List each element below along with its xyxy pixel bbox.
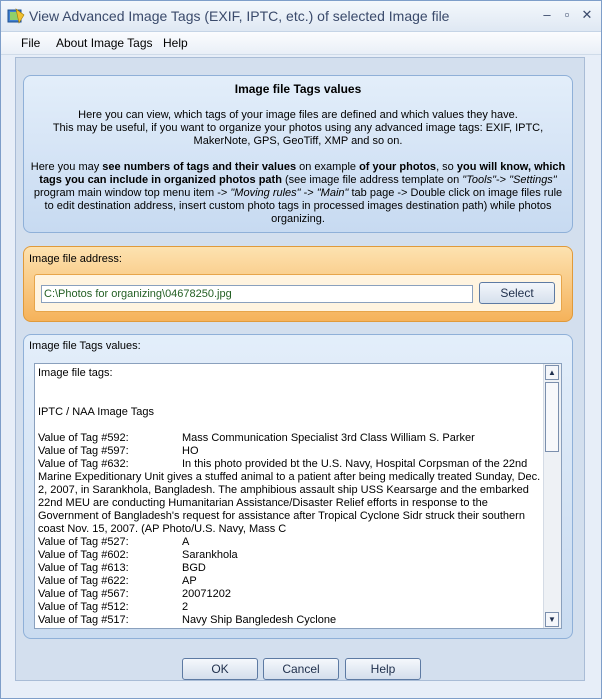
tag-key: Value of Tag #512: <box>38 601 129 613</box>
tag-key: Value of Tag #602: <box>38 549 129 561</box>
tags-textarea[interactable] <box>34 363 562 629</box>
ok-button[interactable]: OK <box>182 658 258 680</box>
info-hint <box>30 161 566 226</box>
maximize-button[interactable]: ▫ <box>564 7 570 22</box>
tag-value: In this photo provided bt the U.S. Navy, Hospital Corpsman of the 22nd <box>182 458 528 470</box>
info-line: This may be useful, if you want to organize your photos using any advanced image tags: EXIF, IPTC, <box>52 122 544 134</box>
info-line: Here you can view, which tags of your image files are defined and which values they have. <box>78 109 518 121</box>
app-icon <box>7 7 25 25</box>
tag-key: Value of Tag #622: <box>38 575 129 587</box>
blank-line <box>38 419 544 432</box>
tag-value: 20071202 <box>182 588 231 600</box>
address-panel <box>23 246 573 322</box>
tag-key: Value of Tag #597: <box>38 445 129 457</box>
menu-file[interactable]: File <box>21 36 41 50</box>
select-button[interactable]: Select <box>479 282 555 304</box>
hint-italic: "Moving rules" <box>230 187 301 199</box>
hint-text: -> <box>300 187 317 199</box>
tag-row <box>38 575 544 588</box>
tag-value: 2 <box>182 601 189 613</box>
tags-header: Image file tags: <box>38 367 113 379</box>
tag-key: Value of Tag #613: <box>38 562 129 574</box>
tag-key: Value of Tag #527: <box>38 536 129 548</box>
hint-text: Here you may <box>30 161 103 173</box>
hint-italic: "Tools" <box>462 174 496 186</box>
menu-about[interactable]: About Image Tags <box>56 36 153 50</box>
tag-value: BGD <box>182 562 206 574</box>
tag-key: Value of Tag #592: <box>38 432 129 444</box>
tag-value: Navy Ship Bangledesh Cyclone <box>182 614 337 626</box>
tag-key: Value of Tag #632: <box>38 458 129 470</box>
minimize-button[interactable]: – <box>543 7 551 22</box>
hint-text: -> <box>496 174 510 186</box>
tag-row <box>38 601 544 614</box>
hint-italic: "Settings" <box>509 174 557 186</box>
close-button[interactable]: ✕ <box>581 7 593 22</box>
tag-row <box>38 458 544 471</box>
tags-panel <box>23 334 573 639</box>
window-title: View Advanced Image Tags (EXIF, IPTC, etc.) of selected Image file <box>29 8 450 24</box>
help-button[interactable]: Help <box>345 658 421 680</box>
title-bar <box>1 1 601 32</box>
tag-row <box>38 432 544 445</box>
tag-row <box>38 562 544 575</box>
tag-value: Sarankhola <box>182 549 238 561</box>
tag-row <box>38 588 544 601</box>
tags-content <box>38 367 544 627</box>
tag-row <box>38 536 544 549</box>
info-title: Image file Tags values <box>234 82 362 96</box>
blank-line <box>38 393 544 406</box>
address-input[interactable] <box>41 285 473 303</box>
hint-italic: "Main" <box>316 187 349 199</box>
tag-key: Value of Tag #567: <box>38 588 129 600</box>
tag-value: HO <box>182 445 199 457</box>
address-group <box>34 274 562 312</box>
hint-bold: you will know, which tags you can include in organized photos path <box>39 161 566 186</box>
tag-value: Mass Communication Specialist 3rd Class William S. Parker <box>182 432 475 444</box>
hint-bold: of your photos <box>359 161 437 173</box>
info-line: MakerNote, GPS, GeoTiff, XMP and so on. <box>193 135 403 147</box>
tag-value-continuation: Marine Expeditionary Unit gives a stuffed animal to a patient after being medically treated Sunday, Dec. 2, 2007, in Sarankhola, Bangladesh. The amphibious assault ship USS Kearsarge and the embarked 22nd MEU are conducting Humanitarian Assistance/Disaster Relief efforts in response to the Government of Bangladesh's request for assistance after Tropical Cyclone Sidr struck their southern coast Nov. 15, 2007. (AP Photo/U.S. Navy, Mass C <box>38 471 541 535</box>
hint-text: , so <box>436 161 457 173</box>
tag-row <box>38 445 544 458</box>
hint-text: (see image file address template on <box>281 174 463 186</box>
scroll-thumb[interactable] <box>545 382 559 452</box>
tag-key: Value of Tag #517: <box>38 614 129 626</box>
tag-value: A <box>182 536 190 548</box>
cancel-button[interactable]: Cancel <box>263 658 339 680</box>
hint-bold: see numbers of tags and their values <box>102 161 297 173</box>
vertical-scrollbar[interactable] <box>543 364 561 628</box>
hint-text: on example <box>296 161 360 173</box>
menu-bar <box>1 32 601 55</box>
menu-help[interactable]: Help <box>163 36 188 50</box>
info-description <box>34 109 562 148</box>
hint-text: program main window top menu item -> <box>33 187 231 199</box>
hint-text: tab page -> Double click on image files rule to edit destination address, insert custom photo tags in processed images destination path) while photos organizing. <box>44 187 563 225</box>
address-label: Image file address: <box>29 253 122 265</box>
scroll-down-icon[interactable]: ▼ <box>545 612 559 627</box>
tag-row <box>38 614 544 627</box>
info-panel <box>23 75 573 233</box>
tags-section: IPTC / NAA Image Tags <box>38 406 154 418</box>
tag-row <box>38 549 544 562</box>
scroll-up-icon[interactable]: ▲ <box>545 365 559 380</box>
tags-label: Image file Tags values: <box>29 340 141 352</box>
tag-value: AP <box>182 575 197 587</box>
blank-line <box>38 380 544 393</box>
